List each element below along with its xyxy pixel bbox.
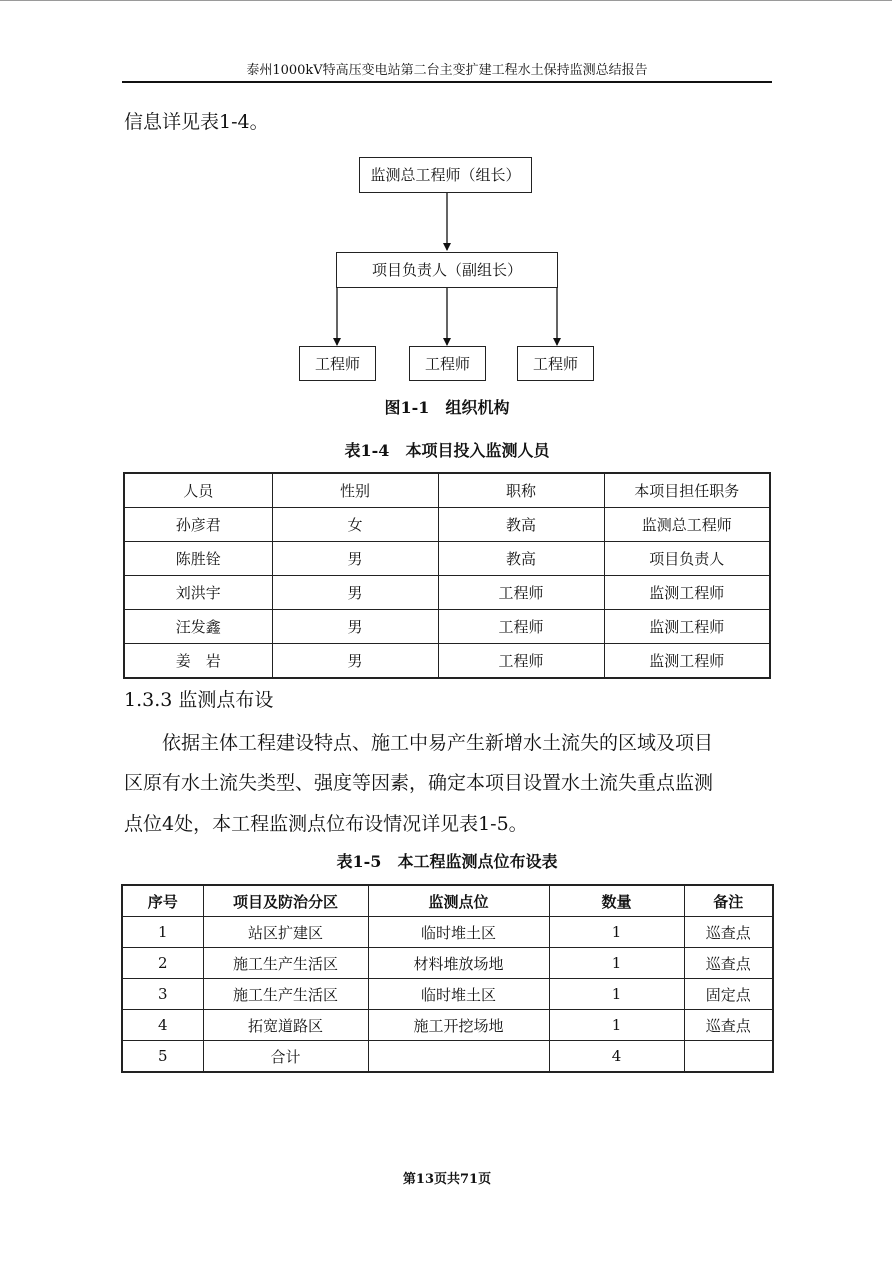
table-row: [124, 610, 770, 644]
cell-index: 2: [122, 948, 203, 979]
table-row-total: [122, 1041, 773, 1073]
cell-person: 姜 岩: [124, 644, 272, 679]
cell-person: 陈胜铨: [124, 542, 272, 576]
header-cell: 项目及防治分区: [203, 885, 368, 917]
cell-role: 监测工程师: [604, 610, 770, 644]
table-header-row: [122, 885, 773, 917]
cell-point: 施工开挖场地: [368, 1010, 549, 1041]
cell-zone: 拓宽道路区: [203, 1010, 368, 1041]
org-engineer-label: 工程师: [314, 354, 360, 373]
cell-zone: 站区扩建区: [203, 917, 368, 948]
table-1-5-caption: 表1-5 本工程监测点位布设表: [336, 852, 558, 871]
org-lead-box: [336, 252, 558, 288]
cell-gender: 男: [272, 644, 438, 679]
cell-zone: 施工生产生活区: [203, 948, 368, 979]
cell-person: 刘洪宇: [124, 576, 272, 610]
running-header: 泰州1000kV特高压变电站第二台主变扩建工程水土保持监测总结报告: [246, 63, 648, 78]
cell-note: [684, 1041, 773, 1073]
org-engineer-box: [409, 346, 486, 381]
cell-role: 监测工程师: [604, 644, 770, 679]
cell-point: [368, 1041, 549, 1073]
header-cell: 监测点位: [368, 885, 549, 917]
org-chief-box: [359, 157, 532, 193]
header-cell: 人员: [124, 473, 272, 508]
cell-gender: 男: [272, 542, 438, 576]
cell-note: 巡查点: [684, 1010, 773, 1041]
body-paragraph-line: 依据主体工程建设特点、施工中易产生新增水土流失的区域及项目: [124, 732, 714, 754]
cell-point: 临时堆土区: [368, 917, 549, 948]
cell-note: 巡查点: [684, 948, 773, 979]
org-engineer-box: [517, 346, 594, 381]
header-cell: 备注: [684, 885, 773, 917]
cell-zone: 施工生产生活区: [203, 979, 368, 1010]
cell-title: 工程师: [438, 610, 604, 644]
intro-line: 信息详见表1-4。: [124, 111, 269, 133]
body-paragraph-line: 区原有水土流失类型、强度等因素，确定本项目设置水土流失重点监测: [124, 772, 714, 794]
cell-role: 监测总工程师: [604, 508, 770, 542]
cell-role: 监测工程师: [604, 576, 770, 610]
cell-index: 5: [122, 1041, 203, 1073]
cell-count: 1: [549, 917, 684, 948]
cell-person: 孙彦君: [124, 508, 272, 542]
org-engineer-label: 工程师: [424, 354, 470, 373]
cell-person: 汪发鑫: [124, 610, 272, 644]
cell-title: 教高: [438, 508, 604, 542]
cell-index: 4: [122, 1010, 203, 1041]
org-chart-connectors: [0, 0, 892, 400]
cell-index: 1: [122, 917, 203, 948]
header-cell: 职称: [438, 473, 604, 508]
cell-title: 教高: [438, 542, 604, 576]
body-paragraph-line: 点位4处，本工程监测点位布设情况详见表1-5。: [124, 813, 528, 835]
table-1-4-caption: 表1-4 本项目投入监测人员: [344, 441, 550, 460]
table-row: [122, 948, 773, 979]
cell-gender: 男: [272, 610, 438, 644]
table-row: [122, 917, 773, 948]
cell-index: 3: [122, 979, 203, 1010]
org-chief-label: 监测总工程师（组长）: [370, 166, 521, 184]
cell-gender: 男: [272, 576, 438, 610]
table-row: [124, 542, 770, 576]
header-cell: 序号: [122, 885, 203, 917]
cell-count: 1: [549, 979, 684, 1010]
header-cell: 性别: [272, 473, 438, 508]
cell-count: 1: [549, 1010, 684, 1041]
header-cell: 本项目担任职务: [604, 473, 770, 508]
cell-point: 材料堆放场地: [368, 948, 549, 979]
cell-count: 1: [549, 948, 684, 979]
section-heading: 1.3.3 监测点布设: [124, 689, 274, 711]
cell-title: 工程师: [438, 576, 604, 610]
org-lead-label: 项目负责人（副组长）: [371, 261, 522, 279]
cell-note: 巡查点: [684, 917, 773, 948]
personnel-table: [123, 472, 771, 679]
table-row: [124, 644, 770, 679]
cell-count: 4: [549, 1041, 684, 1073]
table-row: [122, 1010, 773, 1041]
monitoring-points-table: [121, 884, 774, 1073]
table-row: [124, 576, 770, 610]
header-cell: 数量: [549, 885, 684, 917]
cell-zone: 合计: [203, 1041, 368, 1073]
cell-point: 临时堆土区: [368, 979, 549, 1010]
figure-caption: 图1-1 组织机构: [384, 398, 510, 417]
org-engineer-label: 工程师: [532, 354, 578, 373]
org-engineer-box: [299, 346, 376, 381]
cell-role: 项目负责人: [604, 542, 770, 576]
table-row: [124, 508, 770, 542]
cell-title: 工程师: [438, 644, 604, 679]
cell-note: 固定点: [684, 979, 773, 1010]
table-row: [122, 979, 773, 1010]
page-number-footer: 第13页共71页: [402, 1172, 492, 1187]
table-header-row: [124, 473, 770, 508]
cell-gender: 女: [272, 508, 438, 542]
